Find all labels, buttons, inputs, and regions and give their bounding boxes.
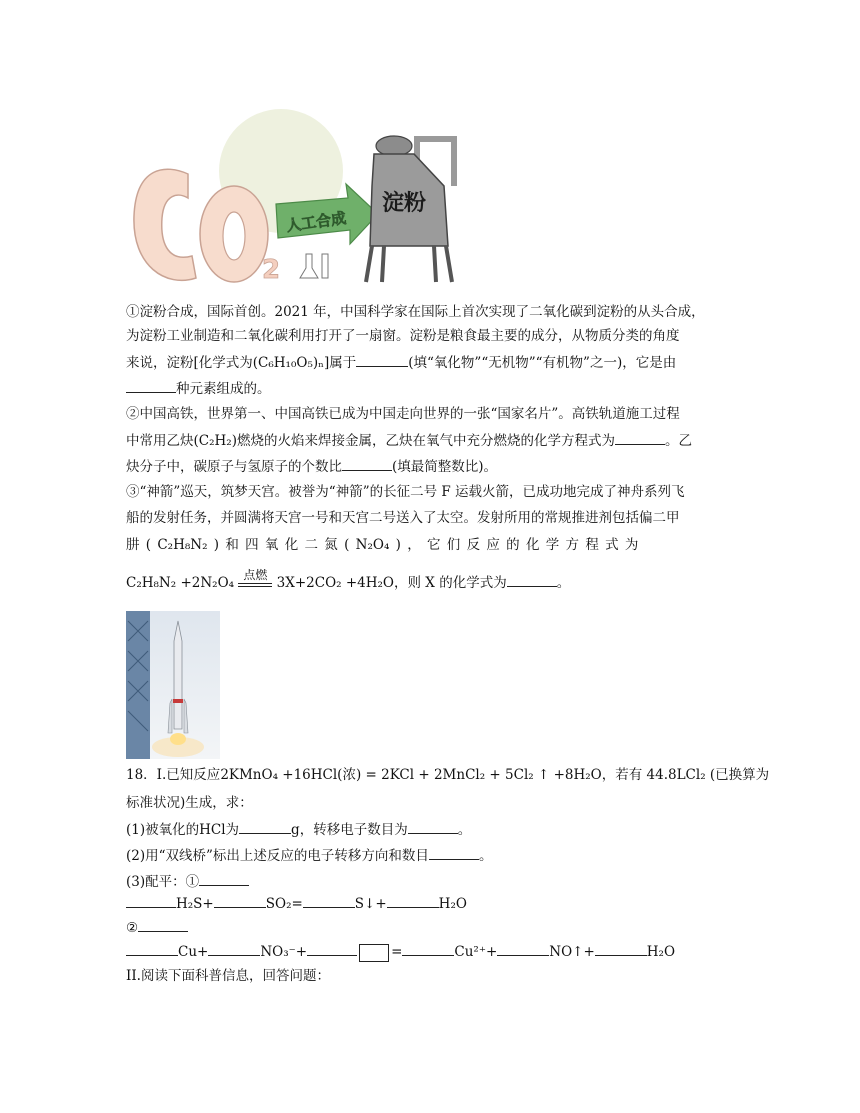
p1-line2: 为淀粉工业制造和二氧化碳利用打开了一扇窗。淀粉是粮食最主要的成分，从物质分类的角度 xyxy=(126,328,680,344)
q18-2-b: 。 xyxy=(478,848,493,864)
q18-line3 xyxy=(126,819,471,840)
answer-blank-balance-1[interactable] xyxy=(199,871,249,886)
q18-line9: II.阅读下面科普信息，回答问题： xyxy=(126,968,330,984)
answer-blank-class[interactable] xyxy=(356,352,408,367)
answer-blank-hcl-mass[interactable] xyxy=(239,819,291,834)
c-letter-shape xyxy=(134,169,196,280)
q18-3-label: (3)配平：① xyxy=(126,874,200,890)
s-precipitate: S↓+ xyxy=(354,896,387,912)
q18-line8 xyxy=(126,941,675,962)
q18-number: 18．I.已知反应 xyxy=(126,767,221,783)
cu: Cu+ xyxy=(178,944,209,960)
eq-condition-text: 点燃 xyxy=(243,568,268,582)
h2s: H₂S+ xyxy=(176,896,214,912)
answer-blank-equation[interactable] xyxy=(615,430,665,445)
coef-blank-h2o-2[interactable] xyxy=(595,941,647,956)
tank-lid xyxy=(376,136,412,156)
answer-blank-ratio[interactable] xyxy=(342,456,392,471)
tank-legs xyxy=(366,246,452,282)
coef-blank-h2o-1[interactable] xyxy=(387,893,439,908)
cu2-ion: Cu²⁺+ xyxy=(454,944,498,960)
p1-line4 xyxy=(126,378,271,399)
answer-blank-x[interactable] xyxy=(507,572,557,587)
p2-line3-b: (填最简整数比)。 xyxy=(392,459,498,475)
q18-1-a: (1)被氧化的HCl为 xyxy=(126,822,240,838)
p2-line3 xyxy=(126,456,497,477)
coef-blank-box[interactable] xyxy=(307,941,357,956)
p2-line2 xyxy=(126,430,692,451)
flask-icon xyxy=(300,254,318,278)
q18-3-second: ② xyxy=(126,920,139,936)
co2-to-starch-illustration xyxy=(126,106,468,292)
q18-2-a: (2)用“双线桥”标出上述反应的电子转移方向和数目 xyxy=(126,848,429,864)
answer-blank-double-bridge[interactable] xyxy=(429,845,479,860)
answer-blank-elements[interactable] xyxy=(126,378,176,393)
p2-line2-a: 中常用乙炔(C₂H₂)燃烧的火焰来焊接金属，乙炔在氧气中充分燃烧的化学方程式为 xyxy=(126,433,615,449)
q18-line4 xyxy=(126,845,492,866)
test-tube-icon xyxy=(322,254,328,278)
coef-blank-cu2[interactable] xyxy=(402,941,454,956)
arrow-label: 人工合成 xyxy=(285,208,348,236)
q18-line1 xyxy=(126,765,769,785)
coef-blank-so2[interactable] xyxy=(214,893,266,908)
answer-blank-electrons[interactable] xyxy=(408,819,458,834)
coef-blank-h2s[interactable] xyxy=(126,893,176,908)
p1-line3-a: 来说，淀粉[化学式为 xyxy=(126,355,253,371)
p3-line1: ③“神箭”巡天，筑梦天宫。被誉为“神箭”的长征二号 F 运载火箭，已成功地完成了神舟系列飞 xyxy=(126,484,685,500)
no3-ion: NO₃⁻+ xyxy=(260,944,308,960)
tank-label: 淀粉 xyxy=(382,191,427,216)
p1-line4-text: 种元素组成的。 xyxy=(176,381,271,397)
coef-blank-no3[interactable] xyxy=(208,941,260,956)
starch-formula: (C₆H₁₀O₅)ₙ xyxy=(252,355,324,371)
eq-end: 。 xyxy=(556,575,571,591)
q18-reaction: 2KMnO₄ +16HCl(浓) = 2KCl + 2MnCl₂ + 5Cl₂ ↑ +8H₂O xyxy=(220,767,602,783)
coef-blank-s[interactable] xyxy=(303,893,355,908)
eq-condition xyxy=(238,568,272,587)
equals-sign: = xyxy=(391,944,403,960)
so2: SO₂= xyxy=(265,896,303,912)
answer-blank-balance-2[interactable] xyxy=(138,917,188,932)
p3-line3: 肼 ( C₂H₈N₂ ) 和 四 氧 化 二 氮 ( N₂O₄ ) ， 它 们 反 应 的 化 学 方 程 式 为 xyxy=(126,537,639,553)
eq-products: 3X+2CO₂ +4H₂O，则 X 的化学式为 xyxy=(276,575,507,591)
p1-line3-b: ]属于 xyxy=(323,355,357,371)
p1-line1: ①淀粉合成，国际首创。2021 年，中国科学家在国际上首次实现了二氧化碳到淀粉的从头合成， xyxy=(126,304,705,320)
coef-blank-no[interactable] xyxy=(497,941,549,956)
co2-subscript: 2 xyxy=(262,255,281,285)
h2o-1: H₂O xyxy=(438,896,467,912)
q18-1-c: 。 xyxy=(457,822,472,838)
rocket-body xyxy=(174,621,182,729)
no-gas: NO↑+ xyxy=(549,944,595,960)
q18-line5 xyxy=(126,871,249,892)
q18-line6 xyxy=(126,893,467,914)
q18-line1-b: ，若有 44.8LCl₂ (已换算为 xyxy=(601,767,770,783)
p2-line1: ②中国高铁，世界第一、中国高铁已成为中国走向世界的一张“国家名片”。高铁轨道施工过程 xyxy=(126,406,680,422)
p3-equation-line xyxy=(126,568,571,593)
p1-line3 xyxy=(126,352,676,373)
p2-line3-a: 炔分子中，碳原子与氢原子的个数比 xyxy=(126,459,342,475)
launch-tower xyxy=(126,611,150,759)
species-box[interactable] xyxy=(359,944,389,962)
coef-blank-cu[interactable] xyxy=(126,941,178,956)
q18-line2: 标准状况)生成，求： xyxy=(126,795,253,811)
eq-reactants: C₂H₈N₂ +2N₂O₄ xyxy=(126,575,235,591)
p3-line2: 船的发射任务，并圆满将天宫一号和天宫二号送入了太空。发射所用的常规推进剂包括偏二甲 xyxy=(126,510,680,526)
h2o-2: H₂O xyxy=(646,944,676,960)
p1-line3-c: (填“氧化物”“无机物”“有机物”之一)，它是由 xyxy=(408,355,677,371)
q18-line7 xyxy=(126,917,188,938)
p2-line2-b: 。乙 xyxy=(664,433,692,449)
rocket-launch-photo xyxy=(126,611,220,759)
q18-1-b: g，转移电子数目为 xyxy=(291,822,408,838)
